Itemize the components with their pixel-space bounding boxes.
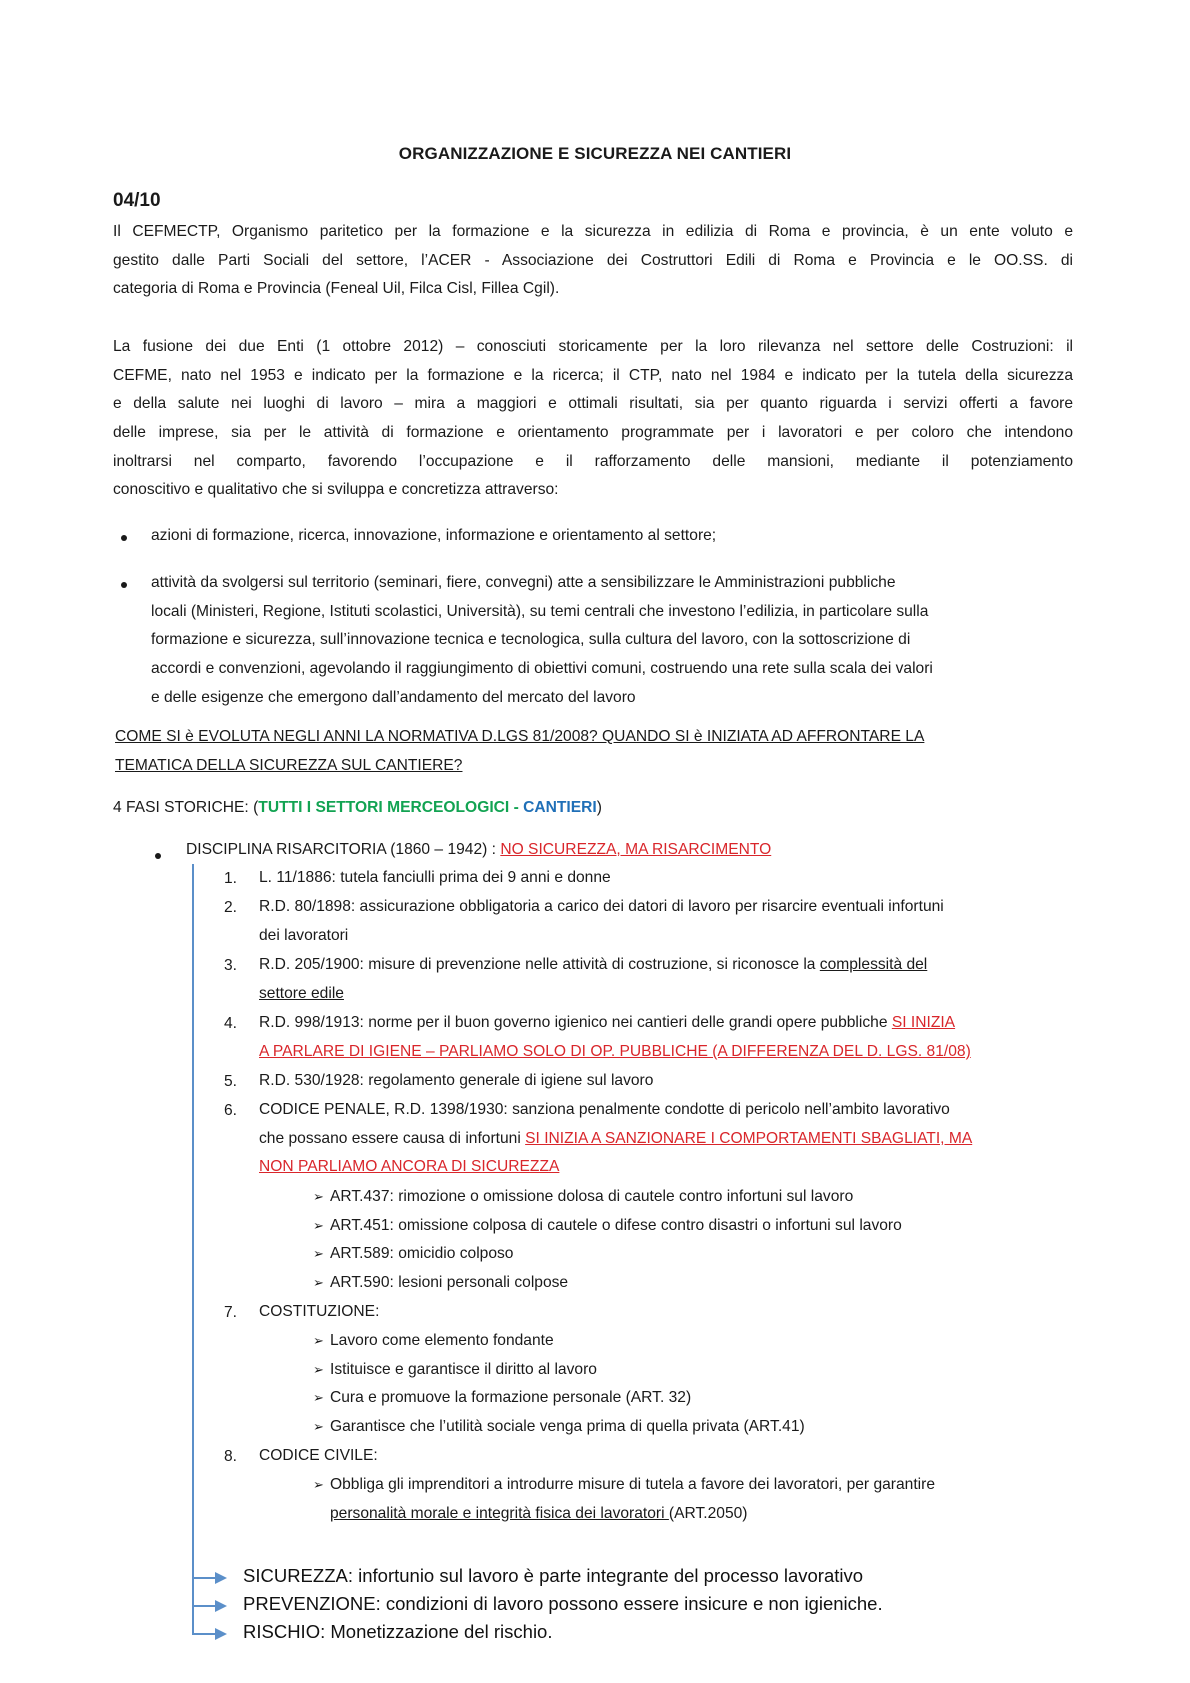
bullet-icon [121, 535, 127, 541]
item-number: 1. [224, 870, 238, 887]
item-number: 8. [224, 1448, 238, 1465]
discipline-highlight: NO SICUREZZA, MA RISARCIMENTO [500, 841, 772, 858]
item-number: 2. [224, 899, 238, 916]
branch-line [192, 1605, 216, 1607]
sub-item-text: Obbliga gli imprenditori a introdurre misure di tutela a favore dei lavoratori, per garantire [330, 1476, 935, 1493]
item-number: 5. [224, 1073, 238, 1090]
bullet-item [151, 522, 1081, 551]
sub-list [313, 1471, 935, 1528]
paragraph-line: Il CEFMECTP, Organismo paritetico per la formazione e la sicurezza in edilizia di Roma e provincia, è un ente voluto e [113, 223, 1073, 240]
list-item [259, 1009, 971, 1066]
arrow-bullet-icon: ➢ [313, 1390, 324, 1406]
item-text: dei lavoratori [259, 926, 349, 944]
item-text: R.D. 205/1900: misure di prevenzione nelle attività di costruzione, si riconosce la [259, 956, 820, 973]
sub-item-text: Istituisce e garantisce il diritto al lavoro [330, 1360, 597, 1378]
item-text: COSTITUZIONE: [259, 1303, 380, 1320]
bullet-line: accordi e convenzioni, agevolando il raggiungimento di obiettivi comuni, costruendo una rete sulla scala dei valori [151, 660, 933, 678]
arrow-right-icon [215, 1600, 227, 1612]
item-number: 4. [224, 1015, 238, 1032]
item-number: 7. [224, 1304, 238, 1321]
branch-line [192, 1577, 216, 1579]
fusion-paragraph [113, 333, 1073, 505]
item-underlined-text: complessità del [819, 956, 928, 973]
bullet-icon [121, 582, 127, 588]
paragraph-line: delle imprese, sia per le attività di formazione e orientamento programmate per i lavoratori e per coloro che intendono [113, 424, 1073, 442]
arrow-right-icon [215, 1572, 227, 1584]
item-underlined-text: settore edile [259, 984, 344, 1002]
item-text: che possano essere causa di infortuni [259, 1129, 526, 1147]
item-text: CODICE CIVILE: [259, 1447, 378, 1464]
sub-item-text: Lavoro come elemento fondante [330, 1332, 554, 1349]
document-title: ORGANIZZAZIONE E SICUREZZA NEI CANTIERI [398, 144, 792, 163]
item-text: R.D. 998/1913: norme per il buon governo igienico nei cantieri delle grandi opere pubbliche [259, 1014, 892, 1031]
bullet-line: attività da svolgersi sul territorio (seminari, fiere, convegni) atte a sensibilizzare le Amministrazioni pubbliche [151, 574, 896, 591]
sub-item-text: ART.589: omicidio colposo [330, 1245, 514, 1263]
list-item [259, 1298, 379, 1327]
connector-line [192, 864, 194, 1635]
paragraph-line: gestito dalle Parti Sociali del settore, l’ACER - Associazione dei Costruttori Edili di Roma e Provincia e le OO.SS. di [113, 251, 1073, 269]
conclusion-prevenzione: PREVENZIONE: condizioni di lavoro possono essere insicure e non igieniche. [243, 1593, 883, 1614]
item-number: 6. [224, 1102, 238, 1119]
item-red-highlight: A PARLARE DI IGIENE – PARLIAMO SOLO DI OP. PUBBLICHE (A DIFFERENZA DEL D. LGS. 81/08) [259, 1042, 971, 1060]
lesson-date: 04/10 [113, 190, 161, 211]
item-text: CODICE PENALE, R.D. 1398/1930: sanziona penalmente condotte di pericolo nell’ambito lavorativo [259, 1101, 950, 1118]
sub-list [313, 1183, 902, 1298]
phases-blue-label: CANTIERI [523, 799, 597, 816]
paragraph-line: categoria di Roma e Provincia (Feneal Uil, Filca Cisl, Fillea Cgil). [113, 280, 560, 298]
phases-prefix: 4 FASI STORICHE: ( [113, 799, 259, 816]
paragraph-line: La fusione dei due Enti (1 ottobre 2012) – conosciuti storicamente per la loro rilevanza nel settore delle Costruzioni: il [113, 338, 1073, 355]
question-line: COME SI è EVOLUTA NEGLI ANNI LA NORMATIVA D.LGS 81/2008? QUANDO SI è INIZIATA AD AFFRONTARE LA [115, 728, 925, 745]
arrow-bullet-icon: ➢ [313, 1246, 324, 1262]
section-question [115, 723, 924, 780]
sub-item-text: ART.437: rimozione o omissione dolosa di cautele contro infortuni sul lavoro [330, 1188, 854, 1205]
bullet-line: locali (Ministeri, Regione, Istituti scolastici, Università), su temi centrali che investono l’edilizia, in particolare sulla [151, 602, 929, 620]
list-item [259, 1442, 378, 1471]
item-red-highlight: SI INIZIA [891, 1014, 956, 1031]
paragraph-line: CEFME, nato nel 1953 e indicato per la formazione e la ricerca; il CTP, nato nel 1984 e indicato per la tutela della sicurezza [113, 366, 1073, 384]
phases-suffix: ) [596, 799, 602, 816]
discipline-heading [186, 841, 771, 859]
phases-green-label: TUTTI I SETTORI MERCEOLOGICI - [258, 799, 524, 816]
item-red-highlight: SI INIZIA A SANZIONARE I COMPORTAMENTI SBAGLIATI, MA [525, 1129, 973, 1147]
item-text: L. 11/1886: tutela fanciulli prima dei 9 anni e donne [259, 869, 611, 886]
item-red-highlight: NON PARLIAMO ANCORA DI SICUREZZA [259, 1158, 560, 1176]
sub-item-text: ART.590: lesioni personali colpose [330, 1274, 569, 1292]
arrow-bullet-icon: ➢ [313, 1189, 324, 1204]
list-item [259, 1067, 653, 1096]
list-item [259, 864, 611, 893]
arrow-bullet-icon: ➢ [313, 1217, 324, 1233]
historical-phases-heading [113, 799, 602, 817]
intro-paragraph [113, 218, 1073, 304]
list-item [259, 893, 944, 950]
arrow-bullet-icon: ➢ [313, 1275, 324, 1291]
bullet-icon [155, 853, 161, 859]
sub-item-underlined-text: personalità morale e integrità fisica dei lavoratori [330, 1504, 669, 1522]
sub-list [313, 1327, 805, 1442]
arrow-bullet-icon: ➢ [313, 1361, 324, 1377]
item-text: R.D. 530/1928: regolamento generale di igiene sul lavoro [259, 1072, 654, 1089]
discipline-label: DISCIPLINA RISARCITORIA (1860 – 1942) : [186, 841, 501, 858]
paragraph-line: conoscitivo e qualitativo che si sviluppa e concretizza attraverso: [113, 481, 559, 499]
bullet-item [151, 569, 1081, 712]
bullet-line: azioni di formazione, ricerca, innovazione, informazione e orientamento al settore; [151, 527, 717, 544]
arrow-bullet-icon: ➢ [313, 1477, 324, 1492]
arrow-bullet-icon: ➢ [313, 1333, 324, 1348]
sub-item-text: ART.451: omissione colposa di cautele o difese contro disastri o infortuni sul lavoro [330, 1216, 902, 1234]
sub-item-text: (ART.2050) [668, 1504, 748, 1522]
list-item [259, 951, 927, 1008]
paragraph-line: e della salute nei luoghi di lavoro – mira a maggiori e ottimali risultati, sia per quanto riguarda i servizi offerti a favore [113, 395, 1073, 413]
question-line: TEMATICA DELLA SICUREZZA SUL CANTIERE? [115, 756, 463, 774]
bullet-line: e delle esigenze che emergono dall’andamento del mercato del lavoro [151, 688, 636, 706]
conclusion-rischio: RISCHIO: Monetizzazione del rischio. [243, 1621, 553, 1642]
bullet-line: formazione e sicurezza, sull’innovazione tecnica e tecnologica, sulla cultura del lavoro, con la sottoscrizione di [151, 631, 911, 649]
sub-item-text: Garantisce che l’utilità sociale venga prima di quella privata (ART.41) [330, 1418, 805, 1436]
paragraph-line: inoltrarsi nel comparto, favorendo l’occupazione e il rafforzamento delle mansioni, mediante il potenziamento [113, 452, 1073, 470]
arrow-right-icon [215, 1628, 227, 1640]
branch-line [192, 1633, 216, 1635]
item-text: R.D. 80/1898: assicurazione obbligatoria a carico dei datori di lavoro per risarcire eventuali infortuni [259, 898, 944, 915]
item-number: 3. [224, 957, 238, 974]
conclusion-sicurezza: SICUREZZA: infortunio sul lavoro è parte integrante del processo lavorativo [243, 1565, 864, 1586]
list-item [259, 1096, 972, 1182]
sub-item-text: Cura e promuove la formazione personale (ART. 32) [330, 1389, 692, 1407]
arrow-bullet-icon: ➢ [313, 1419, 324, 1435]
